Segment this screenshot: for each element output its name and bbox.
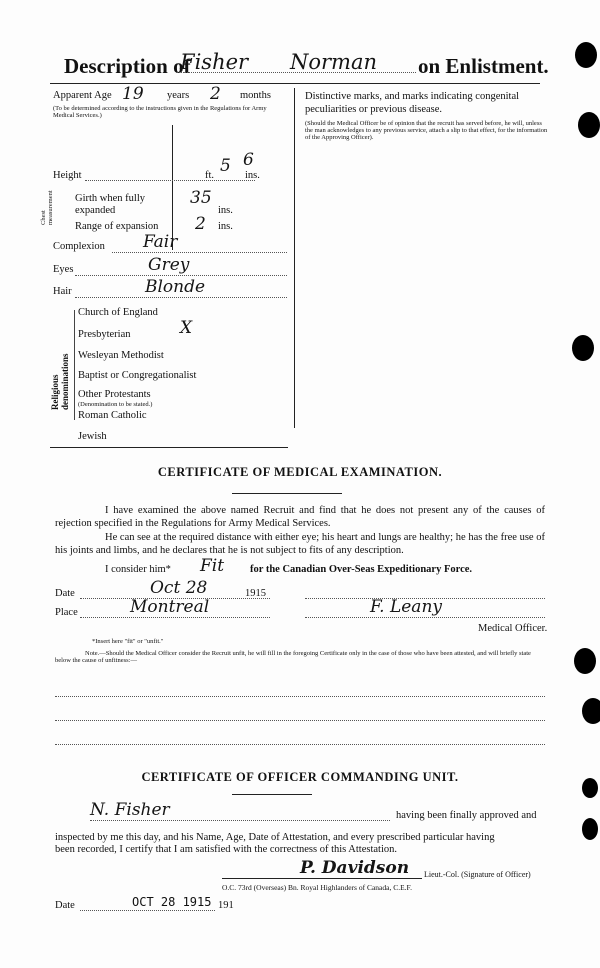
height-ft: 5 xyxy=(220,156,231,176)
range-value: 2 xyxy=(195,214,206,234)
column-divider xyxy=(294,88,295,428)
complexion-value: Fair xyxy=(143,232,178,252)
religion-item: Baptist or Congregationalist xyxy=(78,370,197,381)
medical-year: 1915 xyxy=(245,588,266,599)
punch-hole xyxy=(572,335,594,361)
recruit-name: N. Fisher xyxy=(90,800,170,820)
punch-hole xyxy=(582,818,598,840)
medical-heading: CERTIFICATE OF MEDICAL EXAMINATION. xyxy=(157,465,443,479)
complexion-label: Complexion xyxy=(53,241,105,252)
ins-label: ins. xyxy=(245,170,260,181)
fit-value: Fit xyxy=(200,556,225,576)
religion-mark: X xyxy=(180,318,193,338)
hair-label: Hair xyxy=(53,286,72,297)
officer-signature-label: Lieut.-Col. (Signature of Officer) xyxy=(424,870,531,879)
range-unit: ins. xyxy=(218,221,233,232)
medical-officer-label: Medical Officer. xyxy=(478,623,548,634)
surname: Fisher xyxy=(180,50,249,74)
commanding-text-2: inspected by me this day, and his Name, Age, Date of Attestation, and every prescribed particular having xyxy=(55,832,495,843)
age-years: 19 xyxy=(122,84,144,104)
punch-hole xyxy=(582,778,598,798)
force-text: for the Canadian Over-Seas Expeditionary Force. xyxy=(250,564,473,575)
medical-officer-signature: F. Leany xyxy=(370,597,442,617)
religion-item: Other Protestants xyxy=(78,389,151,400)
given-name: Norman xyxy=(290,50,378,74)
girth-unit: ins. xyxy=(218,205,233,216)
title-suffix: on Enlistment. xyxy=(418,54,549,78)
date-stamp: OCT 28 1915 xyxy=(132,895,212,909)
commanding-date-label: Date xyxy=(55,900,75,911)
months-label: months xyxy=(240,90,271,101)
punch-hole xyxy=(574,648,596,674)
religion-item: Wesleyan Methodist xyxy=(78,350,164,361)
ft-label: ft. xyxy=(205,170,215,181)
place-value: Montreal xyxy=(130,597,210,617)
eyes-value: Grey xyxy=(148,255,190,275)
commanding-heading: CERTIFICATE OF OFFICER COMMANDING UNIT. xyxy=(141,770,459,784)
commanding-text-1: having been finally approved and xyxy=(396,810,537,821)
hair-value: Blonde xyxy=(145,277,206,297)
medical-paragraph-1: I have examined the above named Recruit and find that he does not present any of the causes of rejection specified in the Regulations for Army Medical Services. xyxy=(55,505,545,529)
punch-hole xyxy=(578,112,600,138)
chest-group-label: Chest measurement xyxy=(40,190,54,225)
place-label: Place xyxy=(55,607,78,618)
commanding-year: 191 xyxy=(218,900,234,911)
marks-label: Distinctive marks, and marks indicating congenital peculiarities or previous disease. xyxy=(305,91,520,115)
age-months: 2 xyxy=(210,84,221,104)
range-label: Range of expansion xyxy=(75,221,159,232)
religion-item: Jewish xyxy=(78,431,107,442)
height-label: Height xyxy=(53,170,82,181)
medical-date-label: Date xyxy=(55,588,75,599)
religion-other-note: (Denomination to be stated.) xyxy=(78,401,153,408)
height-ins: 6 xyxy=(243,150,254,170)
punch-hole xyxy=(575,42,597,68)
officer-signature: P. Davidson xyxy=(300,858,410,878)
consider-label: I consider him* xyxy=(105,564,171,575)
officer-unit: O.C. 73rd (Overseas) Bn. Royal Highlanders of Canada, C.E.F. xyxy=(222,883,412,892)
years-label: years xyxy=(167,90,190,101)
religion-group-label: Religious denominations xyxy=(50,353,70,410)
insert-note: *Insert here "fit" or "unfit." xyxy=(92,638,164,645)
religion-item: Roman Catholic xyxy=(78,410,147,421)
girth-value: 35 xyxy=(190,188,212,208)
marks-note: (Should the Medical Officer be of opinion that the recruit has served before, he will, unless the man acknowledges to any previous service, attach a slip to that effect, for the information of the Approving Officer). xyxy=(305,120,548,141)
medical-date: Oct 28 xyxy=(150,578,208,598)
title-prefix: Description of xyxy=(64,54,191,78)
religion-item: Presbyterian xyxy=(78,329,131,340)
medical-paragraph-2: He can see at the required distance with either eye; his heart and lungs are healthy; he has the free use of his joints and limbs, and he declares that he is not subject to fits of any description. xyxy=(55,532,545,556)
age-note: (To be determined according to the instructions given in the Regulations for Army Medical Services.) xyxy=(53,105,267,119)
girth-label: Girth when fully expanded xyxy=(75,193,145,216)
unfit-note: Note.—Should the Medical Officer consider the Recruit unfit, he will fill in the foregoing Certificate only in the case of those who have been attested, and will briefly state below the cause of unfitness:— xyxy=(55,650,531,664)
commanding-text-3: been recorded, I certify that I am satisfied with the correctness of this Attestation. xyxy=(55,844,398,855)
punch-hole xyxy=(582,698,600,724)
eyes-label: Eyes xyxy=(53,264,74,275)
age-label: Apparent Age xyxy=(53,90,112,101)
religion-item: Church of England xyxy=(78,307,158,318)
